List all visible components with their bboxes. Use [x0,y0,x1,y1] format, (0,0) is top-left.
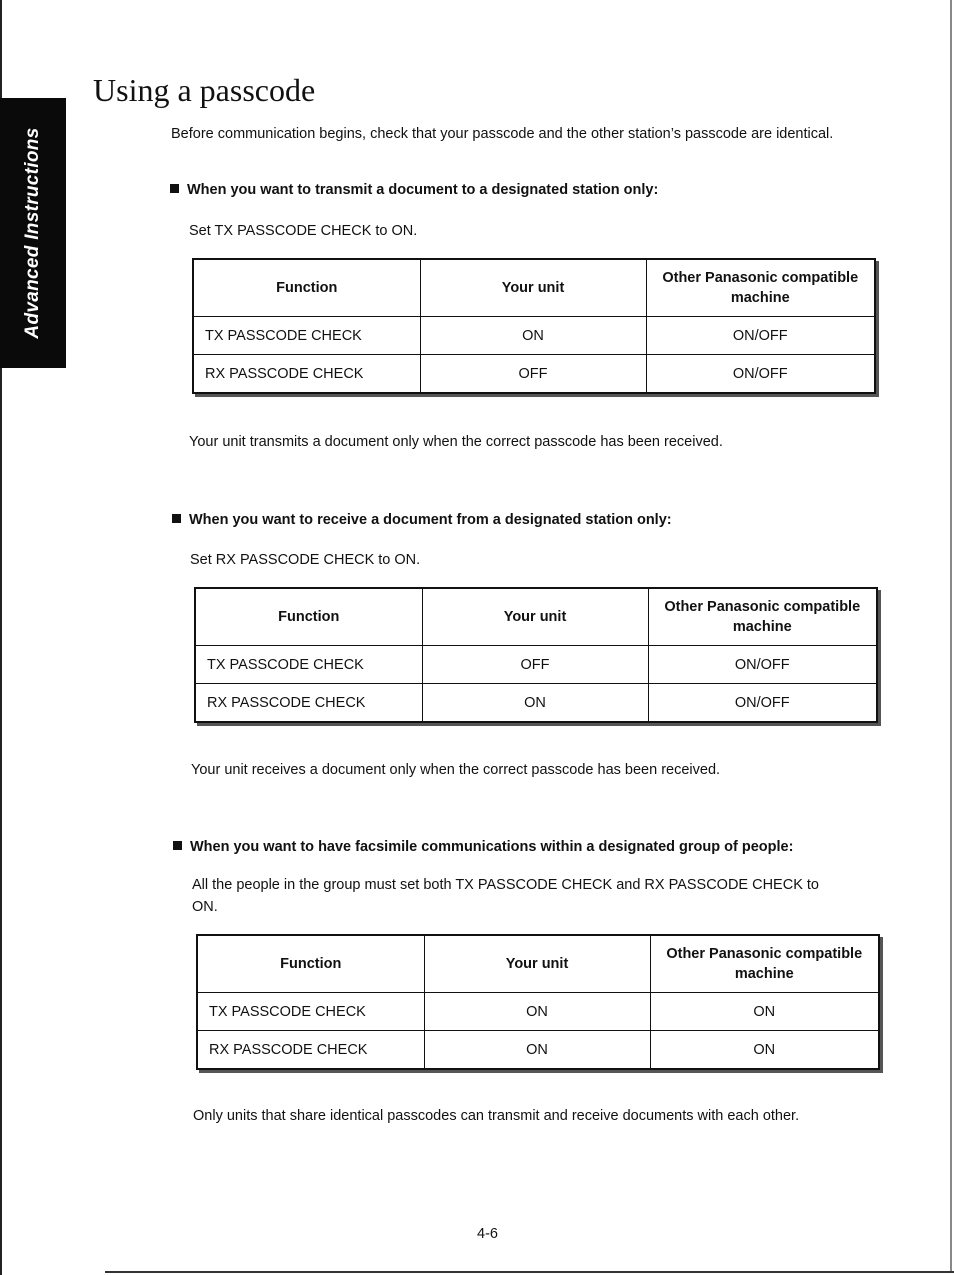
section-instruction: Set TX PASSCODE CHECK to ON. [189,223,418,239]
column-header-function: Function [193,259,420,317]
table-row [193,317,875,355]
side-tab-label: Advanced Instructions [22,127,43,339]
table-cell-function: RX PASSCODE CHECK [195,684,422,723]
section-heading-text: When you want to receive a document from a designated station only: [189,512,672,528]
table-cell-other-machine: ON/OFF [648,684,877,723]
table-cell-other-machine: ON [650,1031,879,1070]
table-cell-other-machine: ON/OFF [648,646,877,684]
section-heading-group [173,839,793,855]
section-heading-transmit [170,182,658,198]
table-cell-your-unit: ON [420,317,646,355]
intro-paragraph: Before communication begins, check that your passcode and the other station’s passcode are identical. [171,126,834,142]
column-header-function: Function [197,935,424,993]
section-heading-receive [172,512,672,528]
section-heading-text: When you want to transmit a document to a designated station only: [187,182,659,198]
section-heading-text: When you want to have facsimile communications within a designated group of people: [190,839,794,855]
settings-table-transmit [192,258,876,394]
square-bullet-icon [170,184,179,193]
table-cell-your-unit: ON [422,684,648,723]
column-header-your-unit: Your unit [422,588,648,646]
column-header-other-machine: Other Panasonic compatible machine [650,935,879,993]
settings-table-group [196,934,880,1070]
section-instruction: All the people in the group must set both TX PASSCODE CHECK and RX PASSCODE CHECK to ON. [192,877,819,915]
table-cell-your-unit: OFF [422,646,648,684]
table-cell-your-unit: ON [424,1031,650,1070]
square-bullet-icon [172,514,181,523]
table-cell-other-machine: ON/OFF [646,355,875,394]
table-cell-your-unit: ON [424,993,650,1031]
table-cell-function: TX PASSCODE CHECK [197,993,424,1031]
page-title: Using a passcode [93,72,316,108]
table-cell-function: TX PASSCODE CHECK [193,317,420,355]
table-header-row [195,588,877,646]
side-tab [0,98,66,368]
table-row [195,646,877,684]
column-header-your-unit: Your unit [420,259,646,317]
table-header-row [193,259,875,317]
table-cell-function: RX PASSCODE CHECK [197,1031,424,1070]
table-header-row [197,935,879,993]
table-row [197,993,879,1031]
table-cell-other-machine: ON [650,993,879,1031]
settings-table-receive [194,587,878,723]
page-border-right [950,0,952,1271]
square-bullet-icon [173,841,182,850]
table-cell-your-unit: OFF [420,355,646,394]
table-cell-function: RX PASSCODE CHECK [193,355,420,394]
section-note: Only units that share identical passcodes can transmit and receive documents with each other. [193,1108,800,1124]
section-instruction: Set RX PASSCODE CHECK to ON. [190,552,421,568]
page-border-bottom [105,1271,954,1273]
table-cell-other-machine: ON/OFF [646,317,875,355]
table-row [197,1031,879,1070]
column-header-function: Function [195,588,422,646]
page-number: 4-6 [477,1226,498,1242]
table-row [193,355,875,394]
column-header-your-unit: Your unit [424,935,650,993]
section-note: Your unit transmits a document only when the correct passcode has been received. [189,434,723,450]
table-cell-function: TX PASSCODE CHECK [195,646,422,684]
column-header-other-machine: Other Panasonic compatible machine [648,588,877,646]
table-row [195,684,877,723]
column-header-other-machine: Other Panasonic compatible machine [646,259,875,317]
section-note: Your unit receives a document only when the correct passcode has been received. [191,762,721,778]
